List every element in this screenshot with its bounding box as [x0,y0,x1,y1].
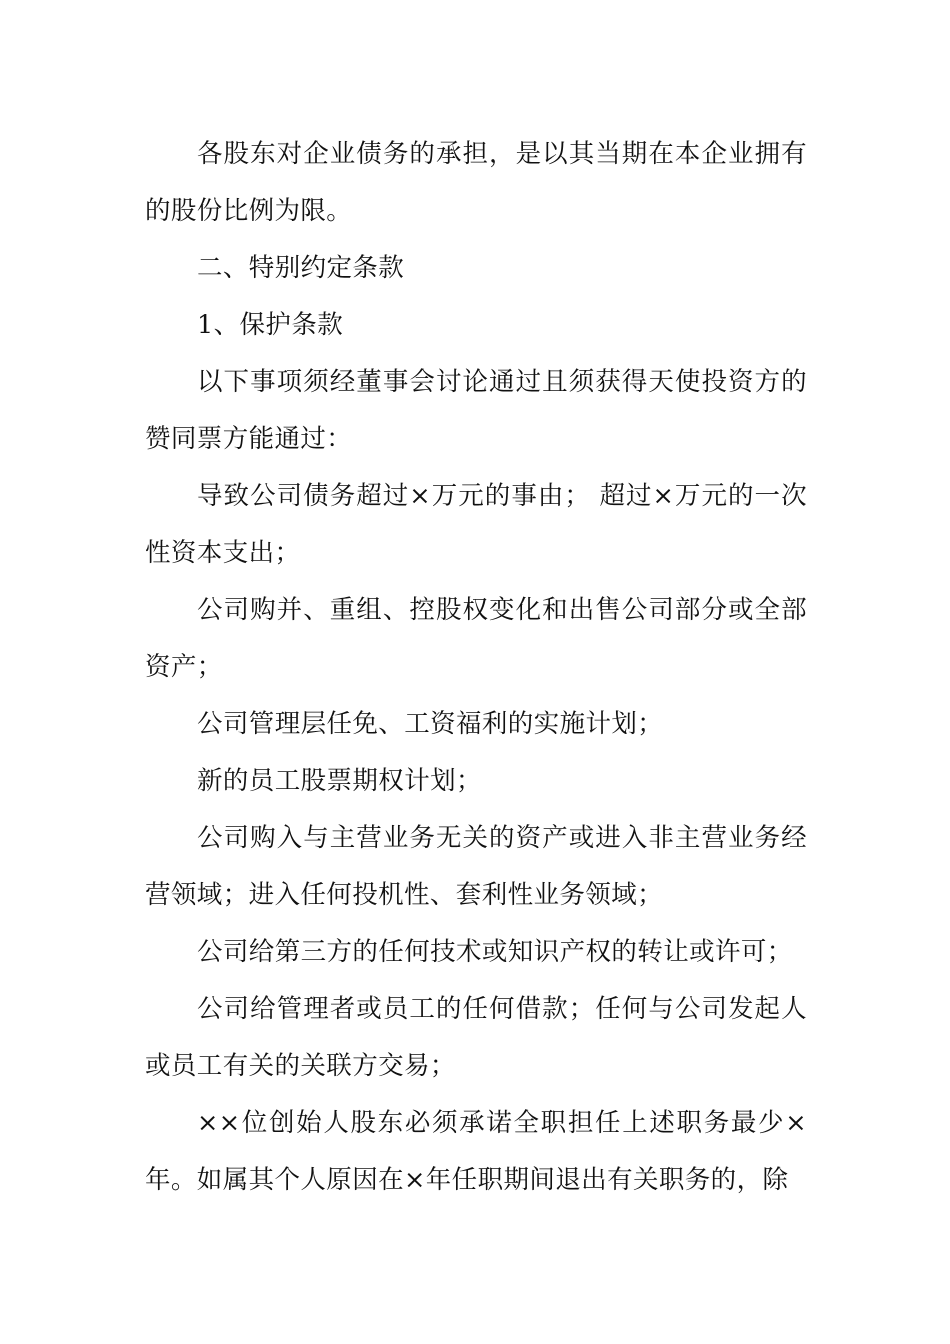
paragraph-board-approval: 以下事项须经董事会讨论通过且须获得天使投资方的赞同票方能通过： [145,367,807,454]
paragraph-non-core-assets: 公司购入与主营业务无关的资产或进入非主营业务经营领域；进入任何投机性、套利性业务领域； [145,823,807,910]
paragraph-ip-transfer: 公司给第三方的任何技术或知识产权的转让或许可； [197,937,793,967]
subsection-heading-protection: 1、保护条款 [197,310,344,340]
section-heading-special-terms: 二、特别约定条款 [197,253,405,283]
paragraph-stock-option: 新的员工股票期权计划； [197,766,482,796]
paragraph-management-appointment: 公司管理层任免、工资福利的实施计划； [197,709,664,739]
paragraph-loans-related-party: 公司给管理者或员工的任何借款；任何与公司发起人或员工有关的关联方交易； [145,994,807,1081]
document-body [145,126,807,1209]
paragraph-debt-capital: 导致公司债务超过×万元的事由； 超过×万元的一次性资本支出； [145,481,807,568]
paragraph-founder-commitment: ××位创始人股东必须承诺全职担任上述职务最少×年。如属其个人原因在×年任职期间退出有关职务的，除 [145,1108,807,1195]
paragraph-shareholder-liability: 各股东对企业债务的承担，是以其当期在本企业拥有的股份比例为限。 [145,139,807,226]
paragraph-merger-restructure: 公司购并、重组、控股权变化和出售公司部分或全部资产； [145,595,807,682]
